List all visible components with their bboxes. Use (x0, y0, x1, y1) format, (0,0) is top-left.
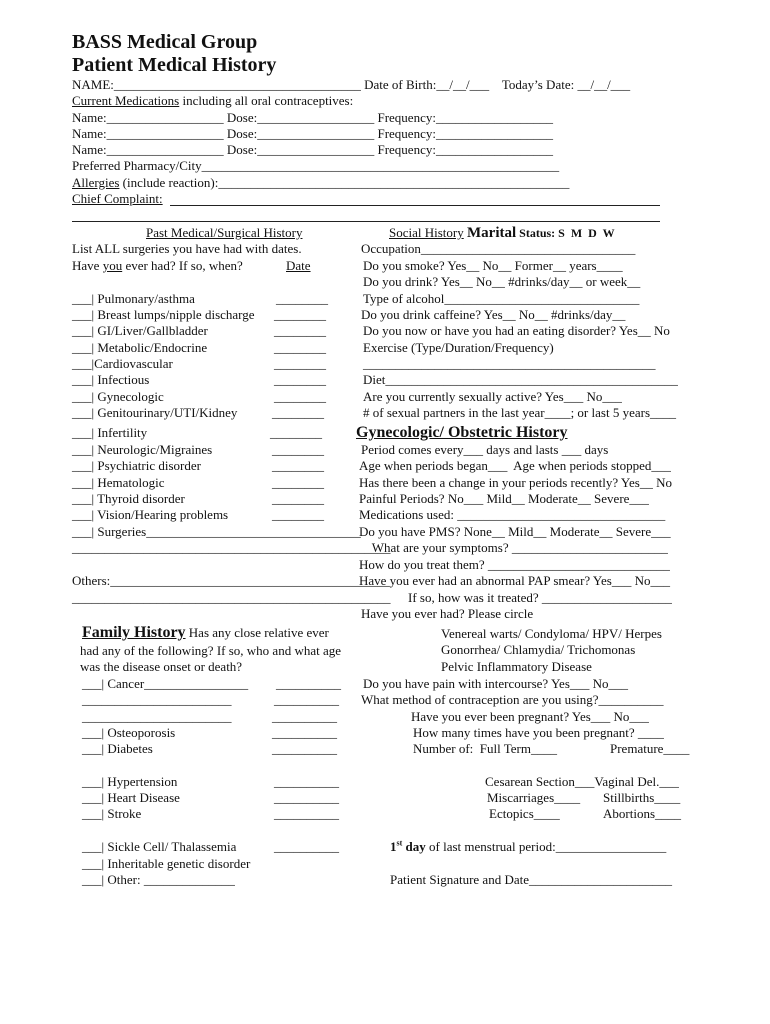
past-item-gi[interactable]: ___| GI/Liver/Gallbladder (72, 323, 208, 338)
past-item-vision[interactable]: ___| Vision/Hearing problems (72, 507, 229, 522)
past-item-psychiatric[interactable]: ___| Psychiatric disorder (72, 458, 201, 473)
circle-option-gonorrhea[interactable]: Gonorrhea/ Chlamydia/ Trichomonas (441, 642, 636, 657)
pregnancy-count-line[interactable]: How many times have you been pregnant? ____ (413, 725, 664, 740)
family-item-genetic[interactable]: ___| Inheritable genetic disorder (82, 856, 251, 871)
contraception-line[interactable]: What method of contraception are you using?__________ (361, 692, 664, 707)
name-dob-line[interactable]: NAME:______________________________________ Date of Birth:__/__/___ Today’s Date: __/__/___ (72, 77, 631, 92)
family-date-field[interactable]: __________ (274, 806, 339, 821)
practice-name: BASS Medical Group (72, 31, 258, 53)
partners-line[interactable]: # of sexual partners in the last year____; or last 5 years____ (363, 405, 676, 420)
stillbirths-field[interactable]: Stillbirths____ (603, 790, 681, 805)
medication-line[interactable]: Name:__________________ Dose:__________________ Frequency:__________________ (72, 142, 553, 157)
cesarean-line[interactable]: Cesarean Section___Vaginal Del.___ (485, 774, 679, 789)
complaint-field[interactable] (170, 205, 660, 206)
date-field[interactable]: ________ (272, 475, 324, 490)
treat-line[interactable]: How do you treat them? ____________________________ (359, 557, 670, 572)
form-title: Patient Medical History (72, 54, 277, 76)
past-item-pulmonary[interactable]: ___| Pulmonary/asthma (72, 291, 195, 306)
past-item-infectious[interactable]: ___| Infectious (72, 372, 150, 387)
gyn-history-title: Gynecologic/ Obstetric History (356, 424, 568, 441)
family-item-osteoporosis[interactable]: ___| Osteoporosis (82, 725, 176, 740)
exercise-blank-line[interactable]: _____________________________________________ (363, 356, 656, 371)
family-date-field[interactable]: __________ (274, 692, 339, 707)
period-change-line[interactable]: Has there been a change in your periods recently? Yes__ No (359, 475, 672, 490)
date-field[interactable]: ________ (274, 356, 326, 371)
painful-periods-line[interactable]: Painful Periods? No___ Mild__ Moderate__ Severe___ (359, 491, 649, 506)
date-field[interactable]: ________ (274, 323, 326, 338)
family-date-field[interactable]: __________ (272, 725, 337, 740)
pharmacy-line[interactable]: Preferred Pharmacy/City_______________________________________________________ (72, 158, 560, 173)
others-line[interactable]: Others:___________________________________________ (72, 573, 390, 588)
past-history-intro: List ALL surgeries you have had with dates. (72, 241, 302, 256)
family-blank-line[interactable]: _______________________ (82, 692, 232, 707)
question-part: Have (72, 258, 103, 273)
alcohol-type-line[interactable]: Type of alcohol______________________________ (363, 291, 640, 306)
family-date-field[interactable]: __________ (274, 774, 339, 789)
family-item-other[interactable]: ___| Other: ______________ (82, 872, 235, 887)
medication-line[interactable]: Name:__________________ Dose:__________________ Frequency:__________________ (72, 126, 553, 141)
smoke-line[interactable]: Do you smoke? Yes__ No__ Former__ years____ (363, 258, 623, 273)
date-column-label: Date (286, 258, 311, 273)
date-field[interactable]: ________ (272, 458, 324, 473)
abortions-field[interactable]: Abortions____ (603, 806, 681, 821)
premature-line[interactable]: Premature____ (610, 741, 690, 756)
allergies-rest: (include reaction):______________________________________________________ (119, 175, 570, 190)
medication-line[interactable]: Name:__________________ Dose:__________________ Frequency:__________________ (72, 110, 553, 125)
date-field[interactable]: ________ (274, 307, 326, 322)
pregnant-line[interactable]: Have you ever been pregnant? Yes___ No___ (411, 709, 649, 724)
period-line[interactable]: Period comes every___ days and lasts ___ days (361, 442, 609, 457)
current-meds-rest: including all oral contraceptives: (179, 93, 354, 108)
circle-option-herpes[interactable]: Venereal warts/ Condyloma/ HPV/ Herpes (441, 626, 662, 641)
date-field[interactable]: ________ (274, 340, 326, 355)
marital-status-options[interactable]: Status: S M D W (516, 226, 615, 240)
past-item-hematologic[interactable]: ___| Hematologic (72, 475, 165, 490)
past-item-metabolic[interactable]: ___| Metabolic/Endocrine (72, 340, 208, 355)
signature-line[interactable]: Patient Signature and Date______________________ (390, 872, 672, 887)
others-blank-line[interactable]: _________________________________________________ (72, 590, 391, 605)
past-item-gynecologic[interactable]: ___| Gynecologic (72, 389, 164, 404)
past-item-infertility[interactable]: ___| Infertility (72, 425, 148, 440)
family-item-diabetes[interactable]: ___| Diabetes (82, 741, 153, 756)
lmp-rest: of last menstrual period:_________________ (425, 839, 667, 854)
allergies-label: Allergies (72, 175, 120, 190)
family-history-heading (82, 624, 329, 642)
question-part: ever had? If so, when? (122, 258, 243, 273)
family-item-hypertension[interactable]: ___| Hypertension (82, 774, 178, 789)
date-field[interactable]: ________ (270, 425, 322, 440)
family-date-field[interactable]: __________ (272, 741, 337, 756)
family-item-sickle-cell[interactable]: ___| Sickle Cell/ Thalassemia (82, 839, 237, 854)
family-item-heart-disease[interactable]: ___| Heart Disease (82, 790, 180, 805)
current-meds-heading (72, 93, 353, 109)
lmp-line[interactable] (390, 839, 666, 855)
family-intro-part: Has any close relative ever (185, 625, 329, 640)
chief-complaint-label: Chief Complaint: (72, 191, 163, 206)
past-item-breast[interactable]: ___| Breast lumps/nipple discharge (72, 307, 255, 322)
family-date-field[interactable]: __________ (274, 839, 339, 854)
family-item-cancer[interactable]: ___| Cancer________________ (82, 676, 249, 691)
date-field[interactable]: ________ (274, 389, 326, 404)
current-meds-label: Current Medications (72, 93, 180, 108)
miscarriages-field[interactable]: Miscarriages____ (487, 790, 581, 805)
family-history-title: Family History (82, 624, 186, 641)
social-history-title: Social History (389, 225, 464, 240)
date-field[interactable]: ________ (272, 405, 324, 420)
diet-line[interactable]: Diet_____________________________________________ (363, 372, 678, 387)
medications-used-line[interactable]: Medications used: ________________________________ (359, 507, 666, 522)
ever-had-line: Have you ever had? Please circle (361, 606, 534, 621)
marital-label: Marital (467, 225, 517, 241)
pms-line[interactable]: Do you have PMS? None__ Mild__ Moderate__ Severe___ (359, 524, 671, 539)
drink-line[interactable]: Do you drink? Yes__ No__ #drinks/day__ or week__ (363, 274, 641, 289)
eating-disorder-line[interactable]: Do you now or have you had an eating disorder? Yes__ No (363, 323, 670, 338)
past-history-title: Past Medical/Surgical History (146, 225, 303, 240)
symptoms-line[interactable]: What are your symptoms? ________________________ (359, 540, 668, 555)
sexually-active-line[interactable]: Are you currently sexually active? Yes___ No___ (363, 389, 622, 404)
lmp-suffix: st (396, 838, 403, 848)
family-date-field[interactable]: __________ (276, 676, 341, 691)
date-field[interactable]: ________ (272, 442, 324, 457)
date-field[interactable]: ________ (276, 291, 328, 306)
full-term-line[interactable]: Number of: Full Term____ (413, 741, 558, 756)
complaint-field-2[interactable] (72, 221, 660, 222)
lmp-day-number: 1 (390, 839, 397, 854)
date-field[interactable]: ________ (272, 491, 324, 506)
caffeine-line[interactable]: Do you drink caffeine? Yes__ No__ #drinks/day__ (361, 307, 626, 322)
past-item-genitourinary[interactable]: ___| Genitourinary/UTI/Kidney (72, 405, 238, 420)
date-field[interactable]: ________ (272, 507, 324, 522)
intercourse-pain-line[interactable]: Do you have pain with intercourse? Yes___ No___ (363, 676, 629, 691)
circle-option-pid[interactable]: Pelvic Inflammatory Disease (441, 659, 592, 674)
past-history-question (72, 258, 243, 274)
occupation-line[interactable]: Occupation_________________________________ (361, 241, 636, 256)
surgeries-blank-line[interactable]: _________________________________________________ (72, 540, 391, 555)
past-item-thyroid[interactable]: ___| Thyroid disorder (72, 491, 185, 506)
past-item-cardiovascular[interactable]: ___|Cardiovascular (72, 356, 173, 371)
family-intro-line: had any of the following? If so, who and what age (80, 643, 342, 658)
period-age-line[interactable]: Age when periods began___ Age when periods stopped___ (359, 458, 671, 473)
pap-line[interactable]: Have you ever had an abnormal PAP smear? Yes___ No___ (359, 573, 670, 588)
ectopics-field[interactable]: Ectopics____ (489, 806, 560, 821)
past-item-neurologic[interactable]: ___| Neurologic/Migraines (72, 442, 213, 457)
family-item-stroke[interactable]: ___| Stroke (82, 806, 142, 821)
family-blank-line[interactable]: _______________________ (82, 709, 232, 724)
social-history-heading (389, 225, 615, 241)
allergies-line[interactable] (72, 175, 569, 191)
date-field[interactable]: ________ (274, 372, 326, 387)
family-intro-line: was the disease onset or death? (80, 659, 243, 674)
family-date-field[interactable]: __________ (274, 790, 339, 805)
question-you: you (102, 258, 123, 273)
pap-treated-line[interactable]: If so, how was it treated? ____________________ (408, 590, 672, 605)
lmp-day-word: day (402, 839, 426, 854)
past-item-surgeries[interactable]: ___| Surgeries_________________________________ (72, 524, 361, 539)
family-date-field[interactable]: __________ (272, 709, 337, 724)
exercise-line: Exercise (Type/Duration/Frequency) (363, 340, 554, 355)
